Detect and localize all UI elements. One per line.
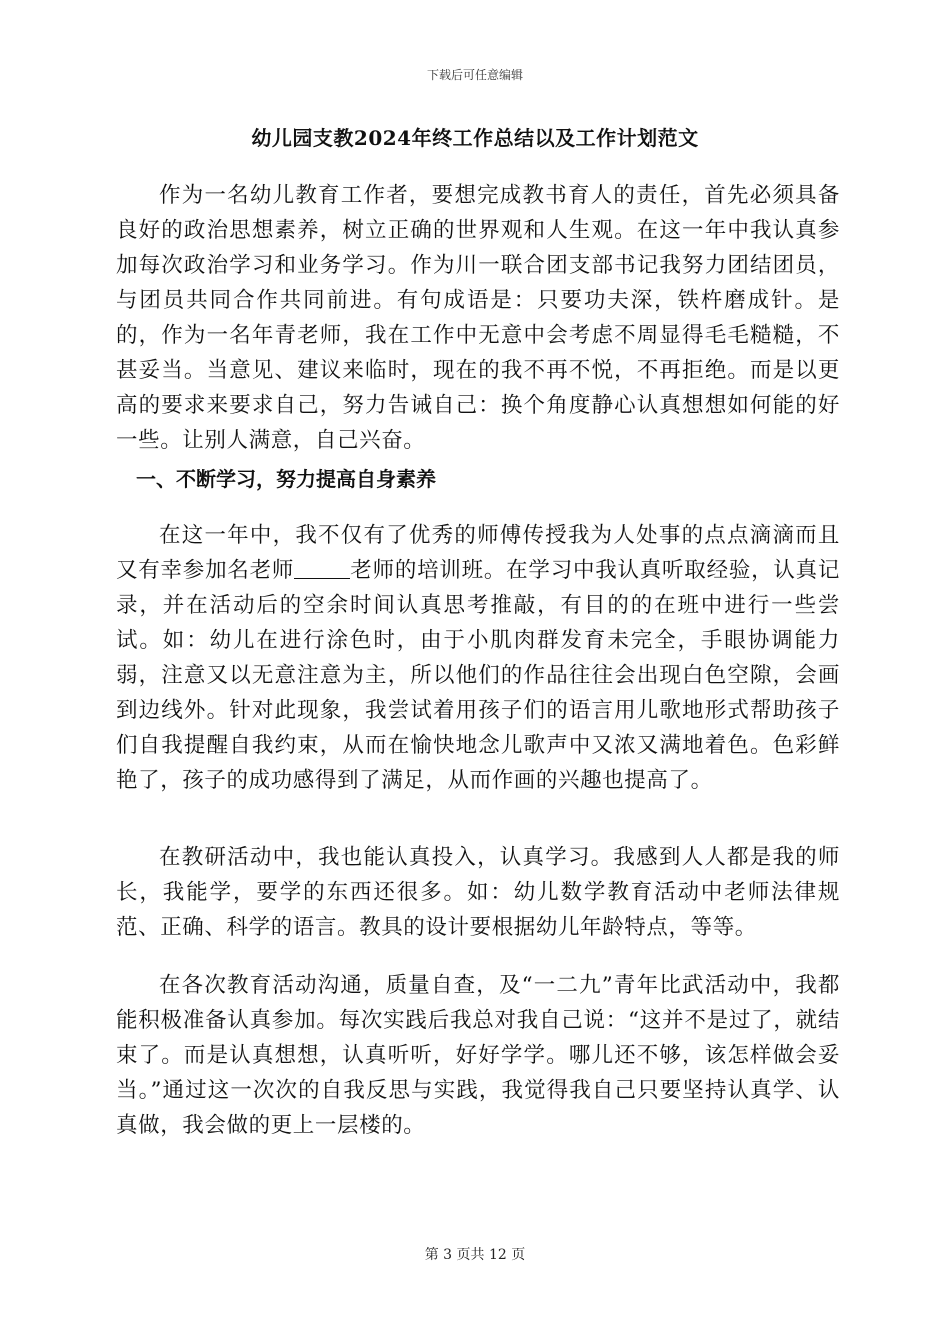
paragraph-3-text: 在教研活动中，我也能认真投入，认真学习。我感到人人都是我的师长，我能学，要学的东西还很多。如：幼儿数学教育活动中老师法律规范、正确、科学的语言。教具的设计要根据幼儿年龄特点，等等。	[116, 845, 840, 940]
section-heading: 一、不断学习，努力提高自身素养	[136, 467, 436, 491]
paragraph-intro	[116, 178, 840, 458]
paragraph-4-text: 在各次教育活动沟通，质量自查，及“一二九”青年比武活动中，我都能积极准备认真参加。每次实践后我总对我自己说：“这并不是过了，就结束了。而是认真想想，认真听听，好好学学。哪儿还不够，该怎样做会妥当。”通过这一次次的自我反思与实践，我觉得我自己只要坚持认真学、认真做，我会做的更上一层楼的。	[116, 973, 840, 1138]
paragraph-study	[116, 518, 840, 798]
paragraph-1-text: 作为一名幼儿教育工作者，要想完成教书育人的责任，首先必须具备良好的政治思想素养，树立正确的世界观和人生观。在这一年中我认真参加每次政治学习和业务学习。作为川一联合团支部书记我努力团结团员，与团员共同合作共同前进。有句成语是：只要功夫深，铁杵磨成针。是的，作为一名年青老师，我在工作中无意中会考虑不周显得毛毛糙糙，不甚妥当。当意见、建议来临时，现在的我不再不悦，不再拒绝。而是以更高的要求来要求自己，努力告诫自己：换个角度静心认真想想如何能的好一些。让别人满意，自己兴奋。	[116, 183, 840, 453]
header-note: 下载后可任意编辑	[426, 68, 523, 82]
fill-in-blank	[294, 557, 350, 580]
paragraph-2-text-end: 老师的培训班。在学习中我认真听取经验，认真记录，并在活动后的空余时间认真思考推敲，有目的的在班中进行一些尝试。如：幼儿在进行涂色时，由于小肌肉群发育未完全，手眼协调能力弱，注意又以无意注意为主，所以他们的作品往往会出现白色空隙，会画到边线外。针对此现象，我尝试着用孩子们的语言用儿歌地形式帮助孩子们自我提醒自我约束，从而在愉快地念儿歌声中又浓又满地着色。色彩鲜艳了，孩子的成功感得到了满足，从而作画的兴趣也提高了。	[116, 558, 840, 793]
paragraph-research	[116, 840, 840, 945]
page-footer: 第 3 页共 12 页	[424, 1247, 526, 1263]
paragraph-practice	[116, 968, 840, 1143]
paragraph-2-text-start: 在这一年中，我不仅有了优秀的师傅传授我为人处事的点点滴滴而且又有幸参加名老师	[116, 523, 840, 583]
document-title: 幼儿园支教2024年终工作总结以及工作计划范文	[251, 126, 699, 150]
